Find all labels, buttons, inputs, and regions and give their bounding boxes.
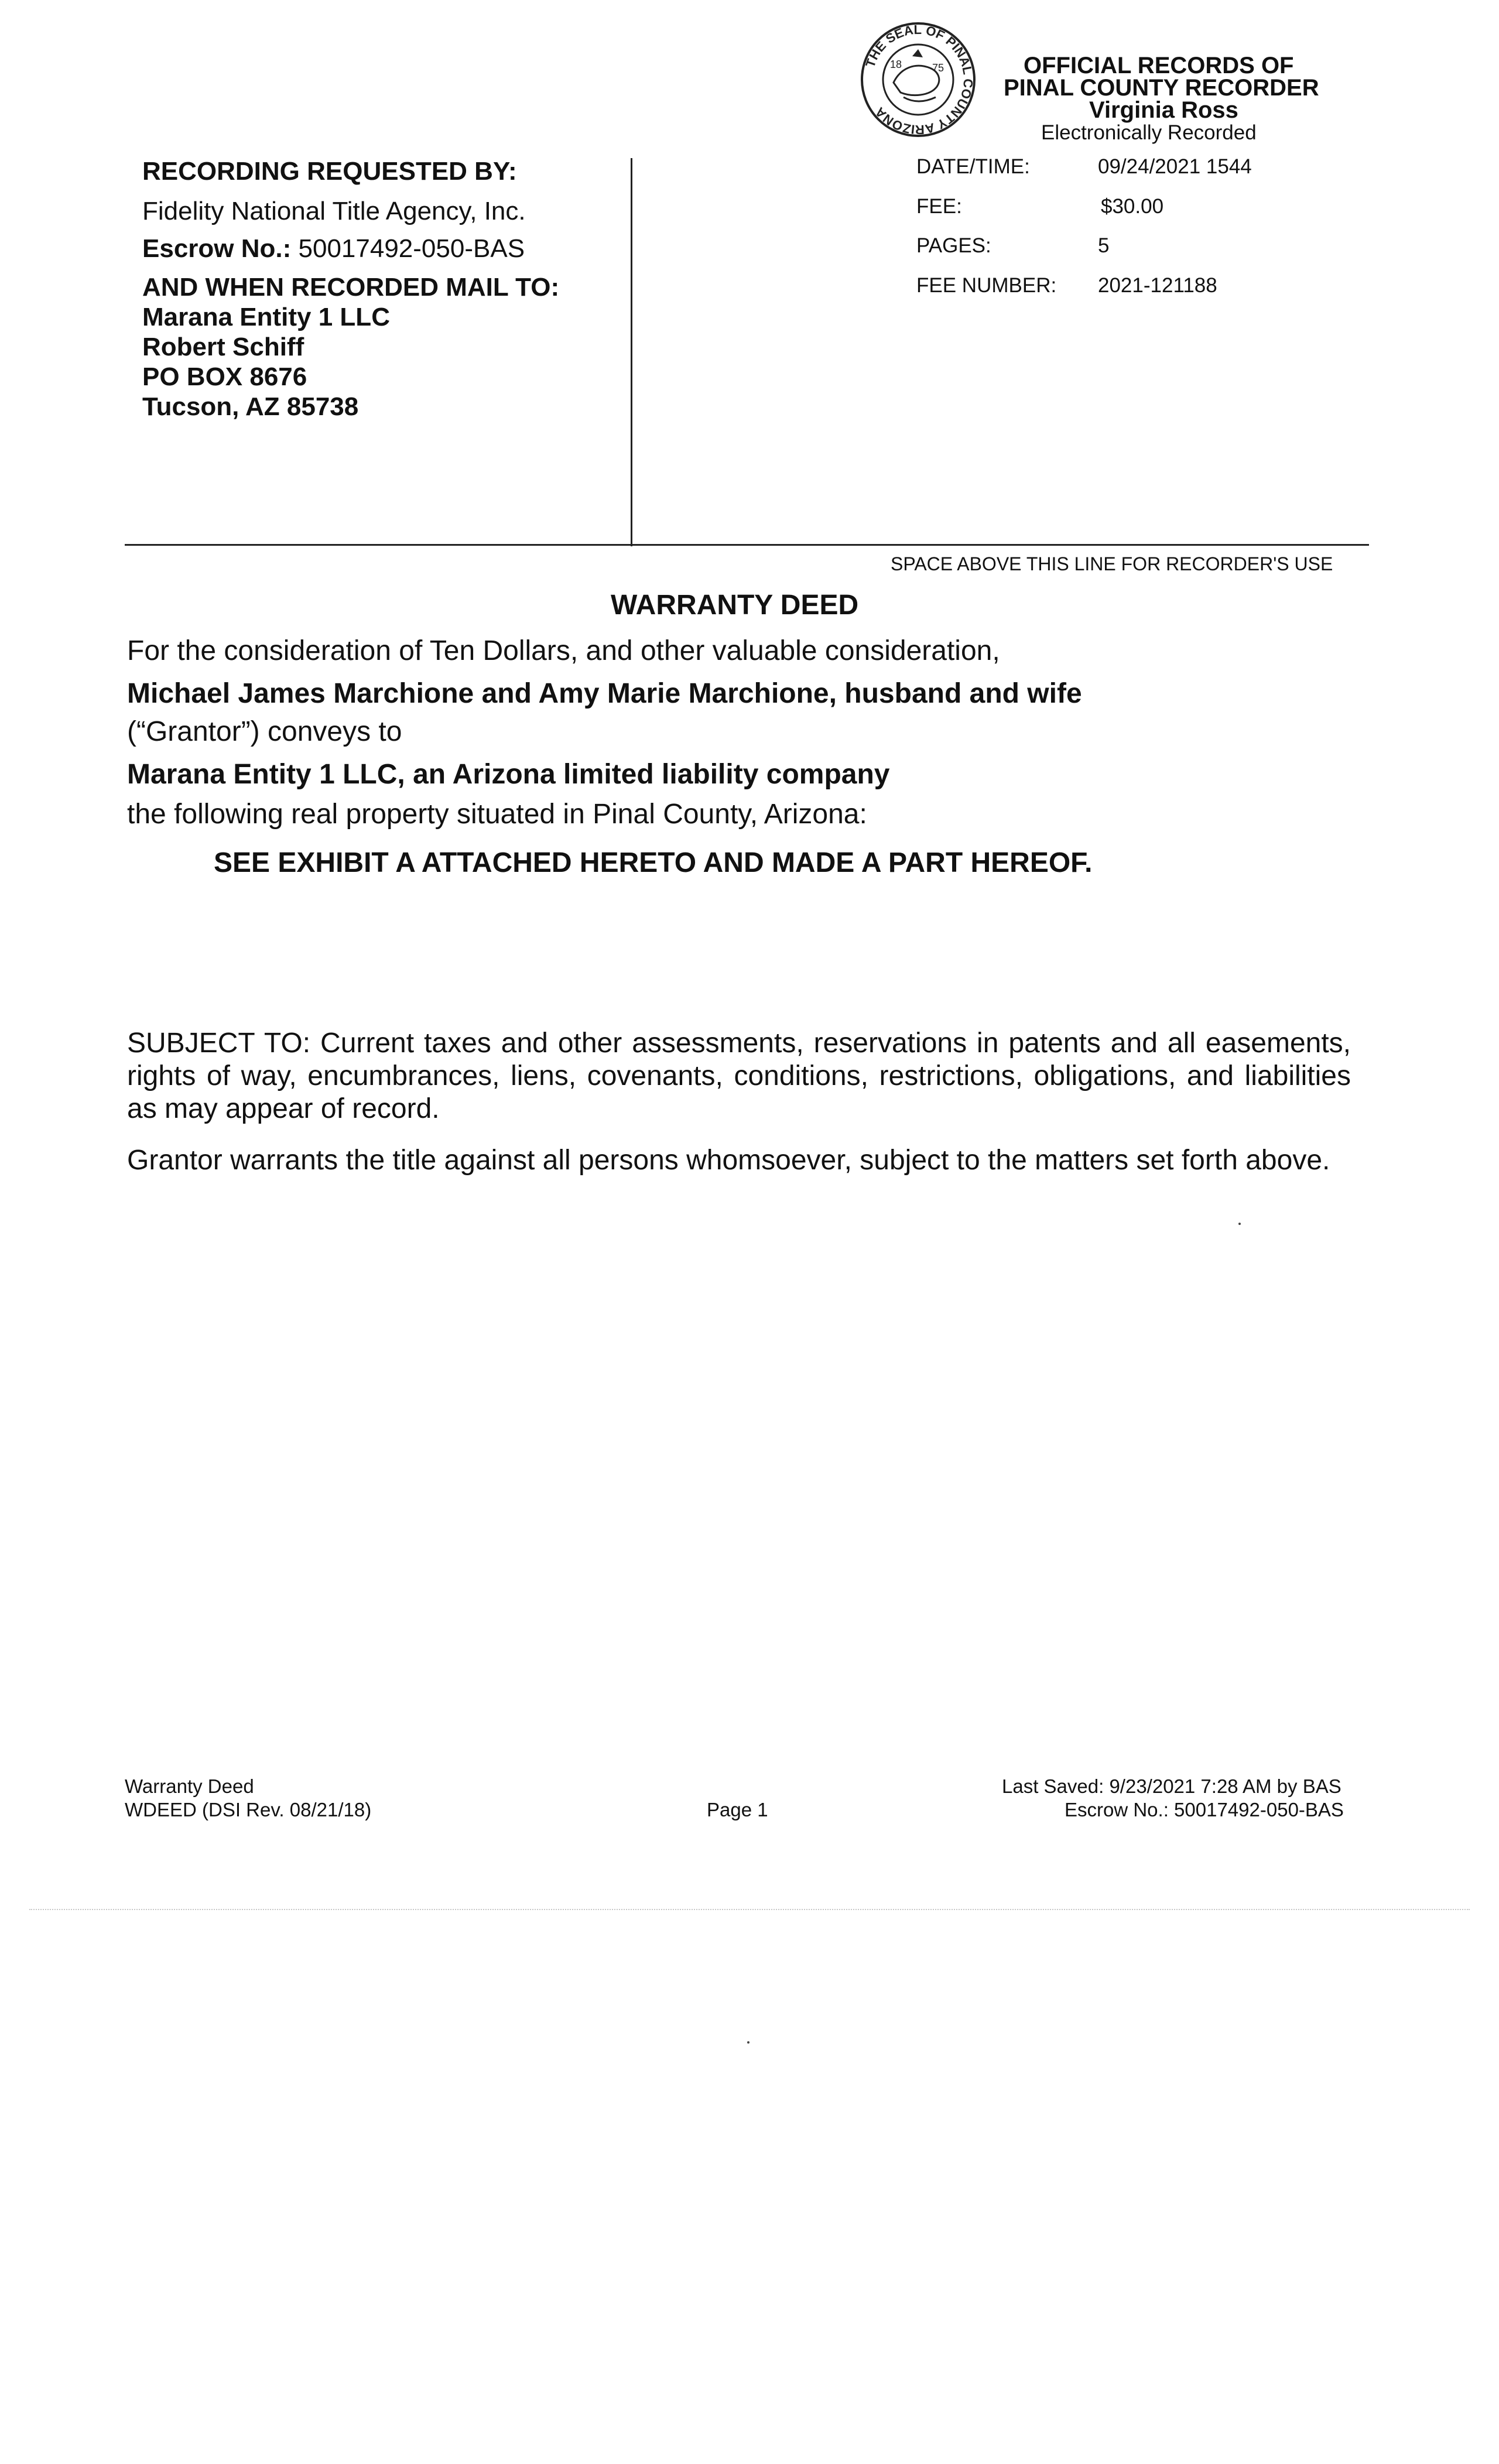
mail-line-1: Marana Entity 1 LLC: [142, 303, 390, 331]
mail-line-4: Tucson, AZ 85738: [142, 392, 359, 421]
footer-escrow: Escrow No.: 50017492-050-BAS: [1065, 1799, 1344, 1820]
grantor-names: Michael James Marchione and Amy Marie Marchione, husband and wife: [127, 678, 1082, 709]
recording-requested-heading: RECORDING REQUESTED BY:: [142, 157, 517, 186]
field-label-pages: PAGES:: [916, 234, 991, 257]
footer-doc-name: Warranty Deed: [125, 1775, 254, 1797]
footer-page-number: Page 1: [707, 1799, 768, 1820]
seal-year-left: 18: [890, 59, 902, 70]
mail-line-2: Robert Schiff: [142, 333, 304, 361]
grantee-name: Marana Entity 1 LLC, an Arizona limited liability company: [127, 759, 890, 790]
escrow-label: Escrow No.:: [142, 234, 292, 263]
field-label-fee: FEE:: [916, 195, 962, 218]
exhibit-line: SEE EXHIBIT A ATTACHED HERETO AND MADE A PART HEREOF.: [214, 847, 1093, 878]
scan-speck: [747, 2041, 750, 2044]
footer-form-id: WDEED (DSI Rev. 08/21/18): [125, 1799, 372, 1820]
agency-name: Fidelity National Title Agency, Inc.: [142, 197, 526, 225]
deed-title: WARRANTY DEED: [611, 590, 859, 621]
scan-artifact-line: [29, 1909, 1470, 1910]
subject-to-paragraph: SUBJECT TO: Current taxes and other assessments, reservations in patents and all easements, rights of way, encumbrances, liens, covenants, conditions, restrictions, obligations, and liabilities as may appear of record.: [127, 1028, 1351, 1124]
recorder-e-recorded: Electronically Recorded: [1041, 121, 1257, 144]
vertical-divider: [631, 158, 632, 546]
recorder-name: Virginia Ross: [1089, 97, 1238, 123]
field-label-fee-number: FEE NUMBER:: [916, 274, 1057, 297]
property-line: the following real property situated in Pinal County, Arizona:: [127, 799, 867, 830]
field-value-fee-number: 2021-121188: [1098, 274, 1217, 297]
escrow-line: [142, 234, 525, 263]
recorder-line-1: OFFICIAL RECORDS OF: [1024, 53, 1294, 78]
mail-to-heading: AND WHEN RECORDED MAIL TO:: [142, 273, 560, 302]
field-value-fee: $30.00: [1101, 195, 1164, 218]
consideration-line: For the consideration of Ten Dollars, and other valuable consideration,: [127, 635, 1000, 666]
escrow-value: 50017492-050-BAS: [298, 234, 525, 263]
seal-year-right: 75: [932, 62, 944, 74]
recorder-line-2: PINAL COUNTY RECORDER: [1004, 75, 1319, 101]
recorder-use-line: [125, 544, 1369, 546]
space-above-note: SPACE ABOVE THIS LINE FOR RECORDER'S USE: [891, 553, 1333, 574]
seal-ring-text: THE SEAL OF PINAL COUNTY ARIZONA: [863, 22, 976, 138]
field-value-pages: 5: [1098, 234, 1110, 257]
county-seal: [860, 21, 977, 138]
scan-speck: [1238, 1223, 1241, 1225]
field-label-datetime: DATE/TIME:: [916, 155, 1030, 178]
field-value-datetime: 09/24/2021 1544: [1098, 155, 1252, 178]
footer-last-saved: Last Saved: 9/23/2021 7:28 AM by BAS: [1002, 1775, 1341, 1797]
warranty-paragraph: Grantor warrants the title against all persons whomsoever, subject to the matters set forth above.: [127, 1145, 1330, 1176]
conveys-line: (“Grantor”) conveys to: [127, 716, 402, 747]
mail-line-3: PO BOX 8676: [142, 362, 307, 391]
